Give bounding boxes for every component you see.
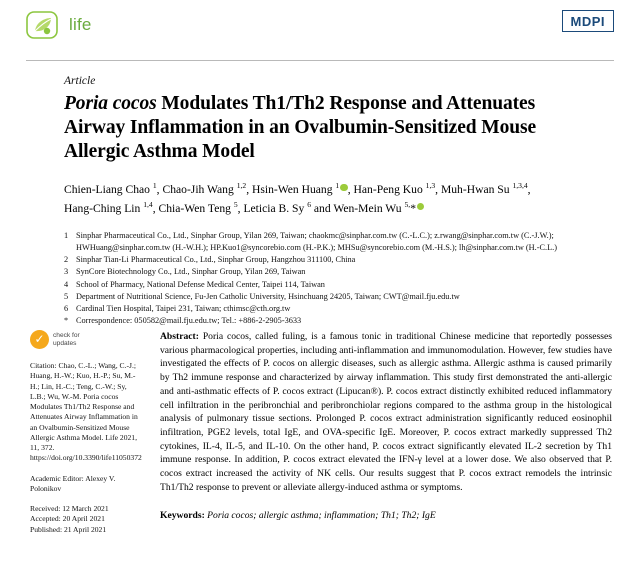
correspondence-text: Correspondence: 050582@mail.fju.edu.tw; Tel.: +886-2-2905-3633 — [76, 316, 302, 326]
affiliation-item — [64, 291, 624, 303]
abstract-label: Abstract: — [160, 331, 199, 342]
journal-logo[interactable] — [26, 10, 92, 40]
orcid-icon[interactable] — [340, 184, 348, 192]
correspondence-marker: * — [64, 316, 69, 326]
affiliation-number: 2 — [64, 255, 69, 265]
abstract-section — [160, 330, 612, 522]
affiliation-number: 6 — [64, 304, 69, 314]
check-mark-icon: ✓ — [30, 330, 49, 349]
keywords-section — [160, 509, 612, 523]
affiliation-text: Sinphar Tian-Li Pharmaceutical Co., Ltd., Sinphar Group, Hangzhou 311100, China — [76, 255, 356, 265]
page-header — [26, 0, 614, 54]
affiliation-number: 5 — [64, 291, 69, 301]
affiliation-item — [64, 230, 624, 254]
citation-block: Citation: Chao, C.-L.; Wang, C.-J.; Huang, H.-W.; Kuo, H.-P.; Su, M.-H.; Lin, H.-C.; Teng, C.-W.; Sy, L.B.; Wu, W.-M. Poria cocos Modulates Th1/Th2 Response and Attenuates Airway Inflammation in an Ovalbumin-Sensitized Mouse Allergic Asthma Model. Life 2021, 11, 372. https://doi.org/10.3390/life11050372 — [30, 361, 142, 463]
author-list — [64, 180, 609, 218]
author-line-1: Chien-Liang Chao $^1$, Chao-Jih Wang $^{1,2}$, Hsin-Wen Huang $^1$ , Han-Peng Kuo $^{1,3}$, Muh-Hwan Su $^{1,3,4}$, — [64, 181, 531, 197]
affiliation-text: School of Pharmacy, National Defense Medical Center, Taipei 114, Taiwan — [76, 279, 325, 289]
affiliation-text: Cardinal Tien Hospital, Taipei 231, Taiwan; cthimsc@cth.org.tw — [76, 304, 291, 314]
accepted-date: Accepted: 20 April 2021 — [30, 514, 105, 524]
check-for-updates-label: check for updates — [53, 331, 80, 347]
journal-name: life — [69, 15, 92, 34]
affiliation-item — [64, 254, 624, 266]
abstract-text: Poria cocos, called fuling, is a famous tonic in traditional Chinese medicine that reportedly possesses various pharmacological properties, including anti-inflammation and immunomodulation. However, few studies have investigated the effects of P. cocos on allergic diseases, such as allergic asthma. Allergic asthma is caused primarily by Th2 immune response and characterized by airway inflammation. This study first demonstrated the anti-allergic and anti-asthmatic effects of P. cocos extract (Lipucan®). P. cocos extract distinctly exhibited reduced inflammatory cell infiltration in the peribronchial and peribronchiolar regions compared to the asthma group in the histological analysis of pulmonary tissue sections. Prolonged P. cocos extract administration significantly reduced eosinophil infiltration, PGE2 levels, total IgE, and OVA-specific IgE. Moreover, P. cocos extract markedly suppressed Th2 cytokines, IL-4, IL-5, and IL-10. On the other hand, P. cocos extract significantly elevated IL-2 secretion by Th1 immune response. In addition, P. cocos extract elevated the IFN-γ level at a lower dose. We also observed that P. cocos extract increased the activity of NK cells. Our results suggest that P. cocos extract remodels the intrinsic Th1/Th2 response to prevent or alleviate allergy-induced asthma or symptoms. — [160, 331, 612, 493]
title-italic-species: Poria cocos — [64, 93, 157, 114]
academic-editor: Academic Editor: Alexey V. Polonikov — [30, 473, 116, 493]
title-line2: Airway Inflammation in an Ovalbumin-Sensitized Mouse — [64, 116, 537, 138]
article-type: Article — [64, 75, 96, 87]
leaf-logo-icon — [26, 10, 64, 40]
affiliation-number: 4 — [64, 279, 69, 289]
affiliation-list — [64, 230, 624, 327]
published-date: Published: 21 April 2021 — [30, 524, 107, 534]
check-for-updates-badge[interactable] — [30, 330, 138, 349]
keywords-text: Poria cocos; allergic asthma; inflammation; Th1; Th2; IgE — [207, 509, 436, 521]
author-line-2: Hang-Ching Lin $^{1,4}$, Chia-Wen Teng $^5$, Leticia B. Sy $^6$ and Wen-Mein Wu $^{5,}$* — [64, 199, 609, 218]
affiliation-item — [64, 279, 624, 291]
header-divider — [26, 60, 614, 61]
affiliation-text: Department of Nutritional Science, Fu-Jen Catholic University, Hsinchuang 24205, Taiwan; CWT@mail.fju.edu.tw — [76, 291, 460, 301]
orcid-icon[interactable] — [417, 203, 425, 211]
affiliation-text: SynCore Biotechnology Co., Ltd., Sinphar Group, Yilan 269, Taiwan — [76, 267, 306, 277]
page-title — [64, 92, 604, 163]
publisher-logo[interactable]: MDPI — [562, 10, 615, 32]
keywords-label: Keywords: — [160, 509, 205, 521]
affiliation-item — [64, 303, 624, 315]
received-date: Received: 12 March 2021 — [30, 504, 109, 513]
affiliation-number: 3 — [64, 267, 69, 277]
affiliation-item — [64, 266, 624, 278]
affiliation-text: Sinphar Pharmaceutical Co., Ltd., Sinphar Group, Yilan 269, Taiwan; chaokmc@sinphar.com.tw (C.-L.C.); z.rwang@sinphar.com.tw (C.-J.W.); HWHuang@sinphar.com.tw (H.-W.H.); HP.Kuo1@syncorebio.com (H.-P.K.); MHSu@syncorebio.com (M.-H.S.); lh@sinphar.com.tw (H.-C.L.) — [76, 231, 557, 252]
title-line1-rest: Modulates Th1/Th2 Response and Attenuates — [156, 93, 536, 114]
affiliation-number: 1 — [64, 231, 69, 240]
article-metadata-sidebar — [30, 330, 142, 535]
title-line3: Allergic Asthma Model — [64, 140, 255, 162]
correspondence-item — [64, 315, 624, 327]
